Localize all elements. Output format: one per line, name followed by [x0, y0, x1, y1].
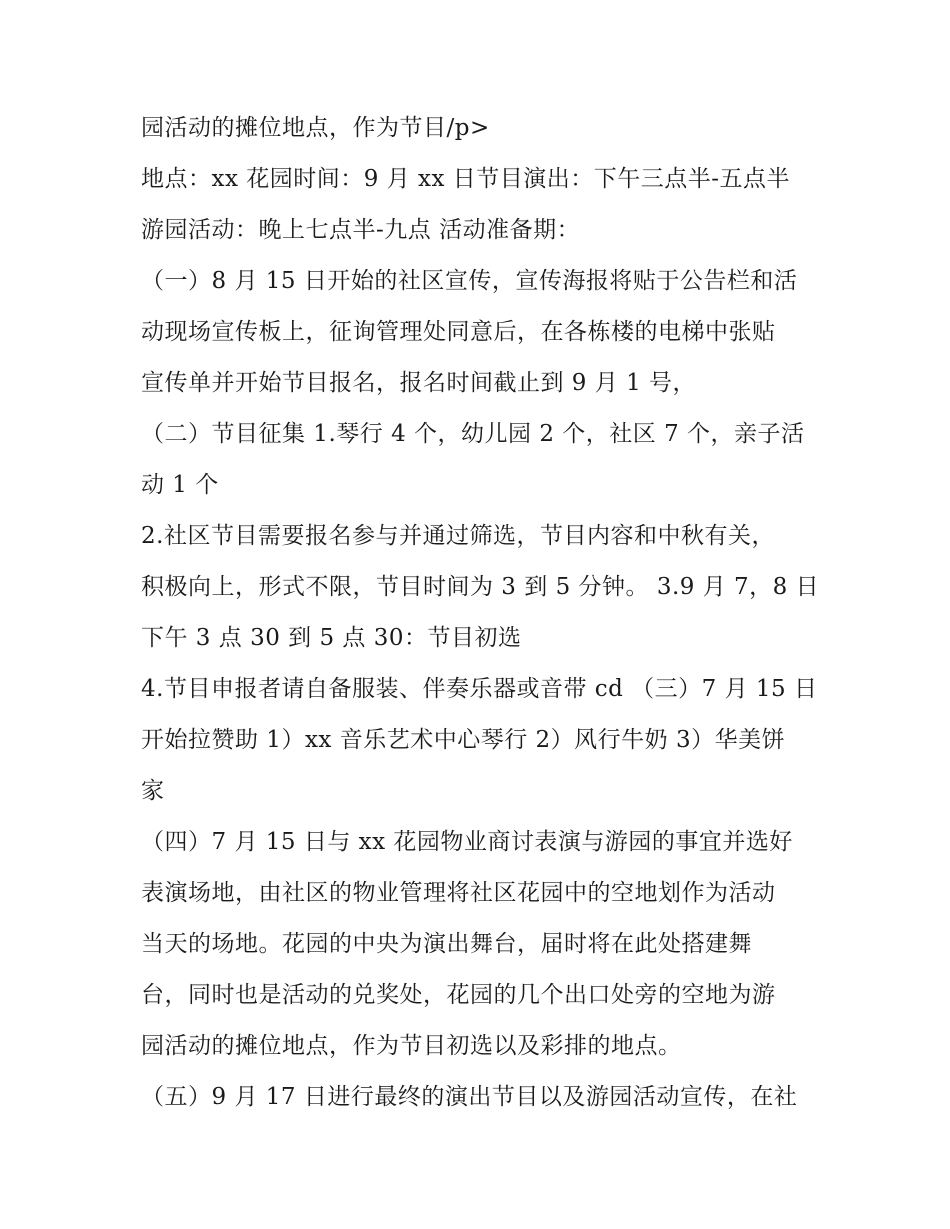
text-line: 当天的场地。花园的中央为演出舞台，届时将在此处搭建舞: [141, 931, 752, 957]
text-line: 下午 3 点 30 到 5 点 30：节目初选: [141, 625, 522, 651]
text-line: （五）9 月 17 日进行最终的演出节目以及游园活动宣传，在社: [141, 1084, 798, 1110]
text-line: 家: [141, 778, 165, 804]
text-line: 积极向上，形式不限，节目时间为 3 到 5 分钟。 3.9 月 7，8 日: [141, 574, 820, 600]
text-line: 动现场宣传板上，征询管理处同意后，在各栋楼的电梯中张贴: [141, 319, 776, 345]
text-line: （四）7 月 15 日与 xx 花园物业商讨表演与游园的事宜并选好: [141, 829, 793, 855]
text-line: （一）8 月 15 日开始的社区宣传，宣传海报将贴于公告栏和活: [141, 268, 798, 294]
text-line: 宣传单并开始节目报名，报名时间截止到 9 月 1 号，: [141, 370, 697, 396]
text-line: 园活动的摊位地点，作为节目/p>: [141, 115, 490, 141]
text-line: 4.节目申报者请自备服装、伴奏乐器或音带 cd （三）7 月 15 日: [141, 676, 818, 702]
text-line: 动 1 个: [141, 472, 219, 498]
document-body: [141, 103, 821, 1123]
text-line: 园活动的摊位地点，作为节目初选以及彩排的地点。: [141, 1033, 682, 1059]
text-line: 游园活动：晚上七点半-九点 活动准备期：: [141, 217, 581, 243]
text-line: 开始拉赞助 1）xx 音乐艺术中心琴行 2）风行牛奶 3）华美饼: [141, 727, 786, 753]
text-line: （二）节目征集 1.琴行 4 个，幼儿园 2 个，社区 7 个，亲子活: [141, 421, 805, 447]
text-line: 2.社区节目需要报名参与并通过筛选，节目内容和中秋有关，: [141, 523, 775, 549]
text-line: 地点：xx 花园时间：9 月 xx 日节目演出：下午三点半-五点半: [141, 166, 791, 192]
text-line: 台，同时也是活动的兑奖处，花园的几个出口处旁的空地为游: [141, 982, 776, 1008]
text-line: 表演场地，由社区的物业管理将社区花园中的空地划作为活动: [141, 880, 776, 906]
